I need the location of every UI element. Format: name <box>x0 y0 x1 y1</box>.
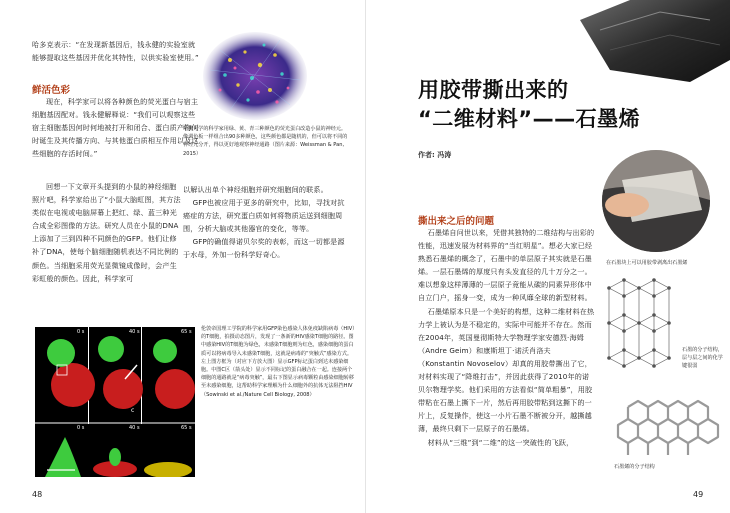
article-title-line-2: “二维材料”——石墨烯 <box>418 107 641 131</box>
page-number-right: 49 <box>693 490 704 499</box>
graphite-rock-image <box>570 0 730 82</box>
caption-tape-photo: 在石墨块上可以用胶带剥离出石墨烯 <box>606 260 688 266</box>
caption-brain-image: 哈佛大学的科学家用绿、黄、青三种颜色的荧光蛋白改造小鼠的神经元。像调色板一样组合出90多种颜色，这些颜色都是随机的，但可以将不同的神经元分开，得以更好地观察神经通路（图片来源：Weissman & Pan, 2015） <box>183 126 348 157</box>
time-label: 0 s <box>77 425 85 431</box>
time-label: 65 s <box>181 329 192 335</box>
brain-neurons-image <box>200 30 310 120</box>
panel-marker: c <box>131 407 135 414</box>
caption-graphene-structure: 石墨烯的分子结构 <box>614 464 655 470</box>
time-label: 65 s <box>181 425 192 431</box>
caption-hiv-figure: 伦敦帝国理工学院的科学家用GFP染色感染人体免疫缺陷病毒（HIV）的T细胞，拍摄动态图片，发现了一条新的HIV感染T细胞的路径。图中感染HIV的T细胞为绿色，未感染T细胞则为红色，感染细胞的蛋白质可以将病毒导入未感染T细胞，这就是病毒的“突触式”感染方式。左上图方框为（对应下方放大图）显示GFP标记蛋白到达未感染细胞。中图C区（箭头处）显示不同标记的蛋白融合在一起。连接两个细胞的通路就是“病毒突触”，最右下图显示病毒颗粒由感染细胞转移至未感染细胞，这帮助科学家理解为什么细胞外的抗体无法阻挡HIV（Sowinski et al./Nature Cell Biology, 2008） <box>201 326 355 398</box>
page-number-left: 48 <box>32 490 43 499</box>
caption-graphite-structure: 石墨的分子结构，层与层之间的化学键很弱 <box>682 347 723 370</box>
body-column-1-top: 现在，科学家可以将各种颜色的荧光蛋白与宿主细胞基因配对。钱永健解释说：“我们可以观察这些宿主细胞基因何时何地被打开和闭合、蛋白质产物何时诞生及其传播方向、与其他蛋白质相互作用以及这些细胞的存活时间。” <box>32 97 199 159</box>
section-heading-right: 撕出来之后的问题 <box>418 216 495 227</box>
article-body: 石墨烯自问世以来，凭借其独特的二维结构与出彩的性能，迅速发展为材料界的“当红明星”。想必大家已经熟悉石墨烯的概念了，石墨中的单层原子其实就是石墨烯。一层石墨烯的厚度只有头发直径的几十万分之一。难以想象这样薄薄的一层原子竟能从碳的同素异形体中自立门户，摇身一变，成为一种风靡全球的新型材料。 石墨烯原本只是一个美好的构想，这种二维材料在热力学上被认为是不稳定的，实际中可能并不存在。然而在2004年，英国曼彻斯特大学物理学家安德烈·海姆（Andre Geim）和康斯坦丁·诺沃肖洛夫（Konstantin Novoselov）却真的用胶带撕出了它，对材料实现了“降维打击”，并因此获得了2010年的诺贝尔物理学奖。他们采用的方法看似“简单粗暴”，用胶带粘在石墨上撕下一片，然后再用胶带粘到这撕下的一片上，反复操作，使这一小片石墨不断被分开，越撕越薄，最终只剩下一层原子的石墨烯。 材料从“三维”到“二维”的这一突破性的飞跃， <box>418 228 595 447</box>
graphite-lattice-diagram <box>604 268 682 388</box>
body-column-2: 以解认出单个神经细胞并研究细胞间的联系。 GFP也被应用于更多的研究中，比如，寻找对抗癌症的方法，研究蛋白质如何将物质运送到细胞周围，分析大脑或其他器官的变化，等等。 GFP的确值得诺贝尔奖的表彰，而这一切都是源于水母，外加一份科学好奇心。 <box>183 185 345 260</box>
section-heading-left: 鲜活色彩 <box>32 85 71 96</box>
time-label: 40 s <box>129 329 140 335</box>
intro-paragraph: 哈多克表示：“在发现新基因后，钱永健的实验室就能够提取这些基因并优化其特性，以供实验室使用。” <box>32 40 199 63</box>
tape-peeling-photo <box>602 150 710 252</box>
graphene-honeycomb-diagram <box>608 395 726 461</box>
article-title-line-1: 用胶带撕出来的 <box>418 78 569 102</box>
body-column-1-bottom: 回想一下文章开头提到的小鼠的神经细胞照片吧，科学家给出了“小鼠大脑虹图，其方法类似在电视或电脑屏幕上把红、绿、蓝三种光合成全彩图像的方法。研究人员在小鼠的DNA上添加了三到四种不同颜色的GFP。他们让修补了DNA，使每个脑细胞随机表达不同比例的颜色。当细胞采用荧光显微镜成像时，会产生彩虹般的颜色。因此，科学家可 <box>32 182 181 283</box>
hiv-microscopy-figure <box>35 327 195 477</box>
page-spine <box>365 0 366 513</box>
time-label: 40 s <box>129 425 140 431</box>
time-label: 0 s <box>77 329 85 335</box>
author-line: 作者: 冯涛 <box>418 151 452 159</box>
